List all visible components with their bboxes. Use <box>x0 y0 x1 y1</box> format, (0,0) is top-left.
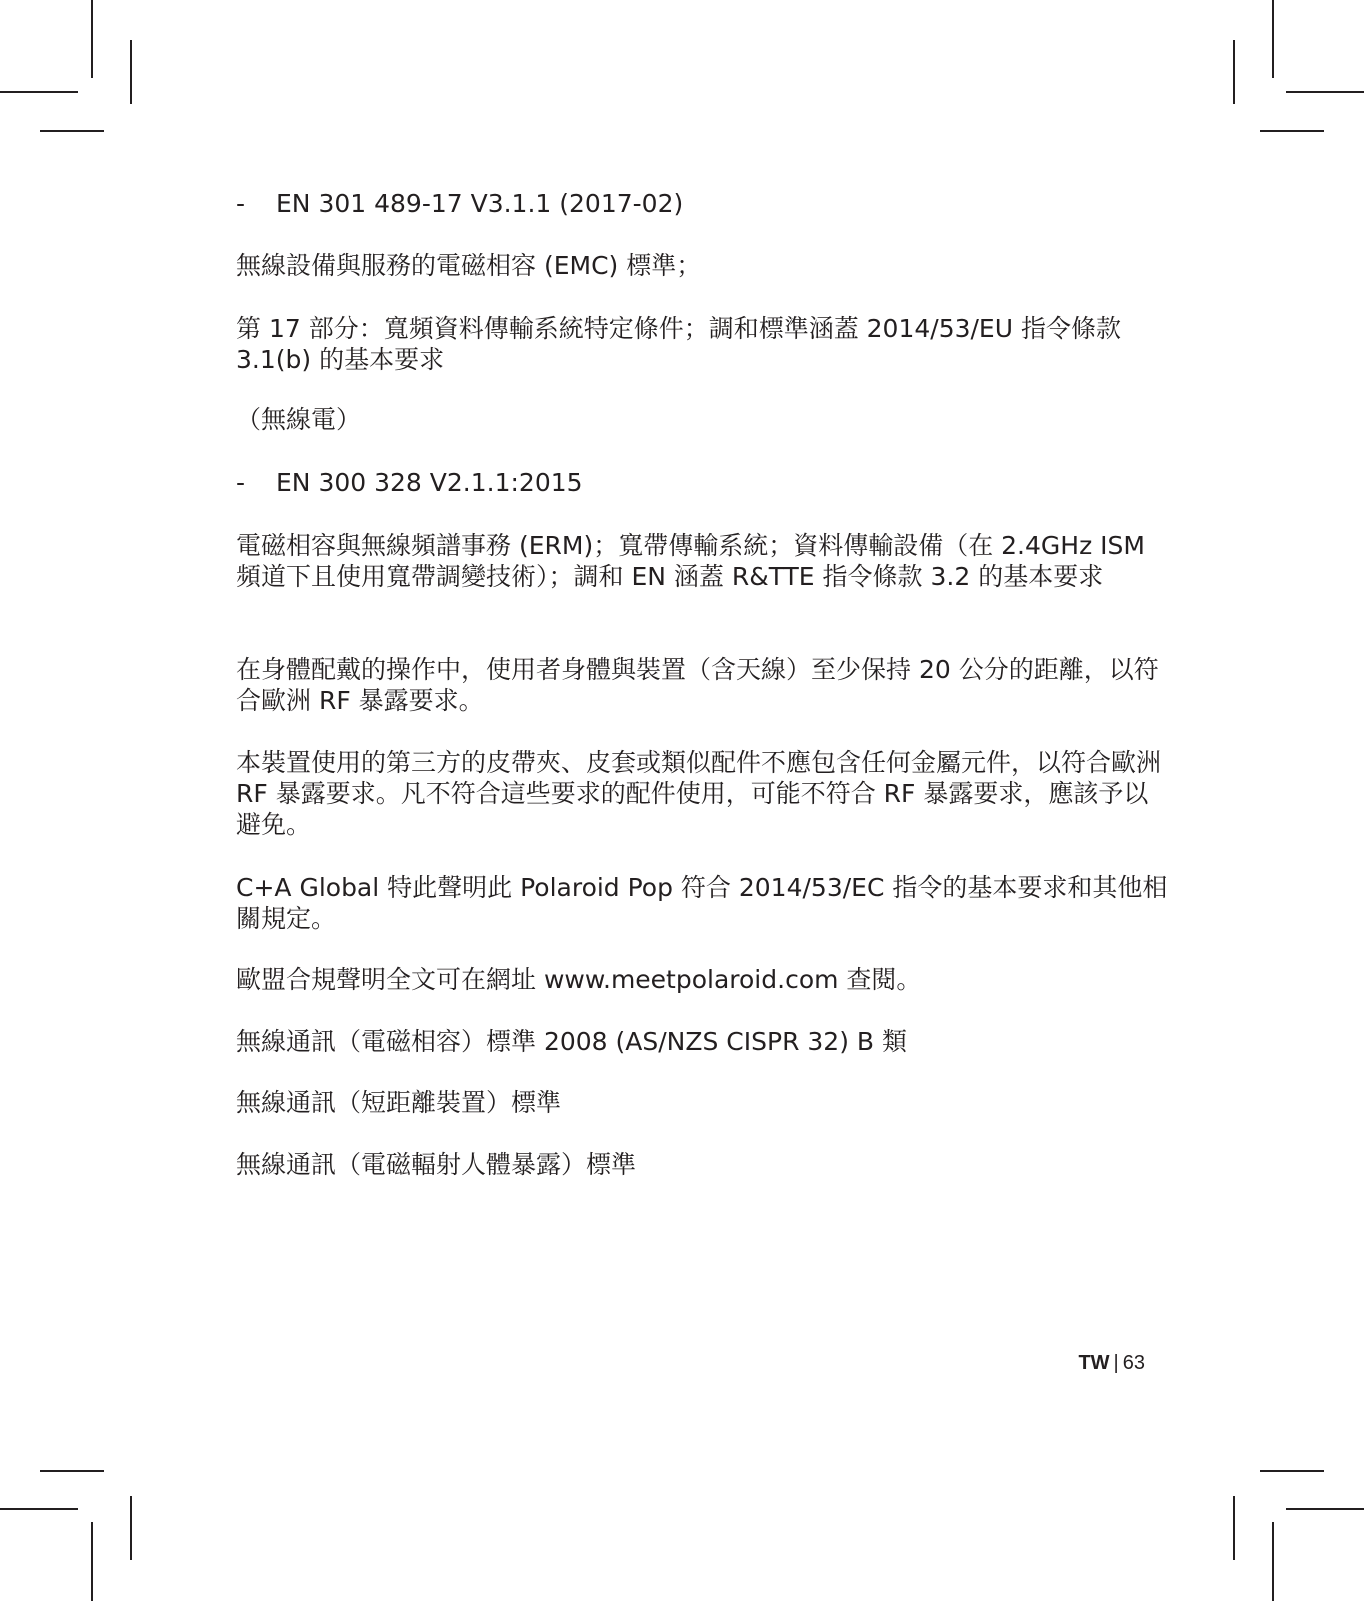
crop-mark <box>1260 1470 1324 1472</box>
crop-mark <box>40 130 104 132</box>
paragraph: （無線電） <box>236 405 362 434</box>
standard-code: EN 301 489-17 V3.1.1 (2017-02) <box>276 189 684 218</box>
paragraph: C+A Global 特此聲明此 Polaroid Pop 符合 2014/53/EC 指令的基本要求和其他相關規定。 <box>236 873 1168 933</box>
crop-mark <box>130 1496 132 1560</box>
crop-mark <box>1286 91 1364 93</box>
dash-bullet: - <box>236 189 246 218</box>
crop-mark <box>0 91 78 93</box>
paragraph: 電磁相容與無線頻譜事務 (ERM)；寬帶傳輸系統；資料傳輸設備（在 2.4GHz ISM 頻道下且使用寬帶調變技術）；調和 EN 涵蓋 R&TTE 指令條款 3.2 的基本要求 <box>236 531 1145 591</box>
crop-mark <box>130 40 132 104</box>
paragraph: 在身體配戴的操作中，使用者身體與裝置（含天線）至少保持 20 公分的距離，以符合歐洲 RF 暴露要求。 <box>236 655 1159 715</box>
language-code: TW <box>1078 1352 1110 1374</box>
paragraph: 無線設備與服務的電磁相容 (EMC) 標準； <box>236 251 702 280</box>
standard-list-item <box>236 188 1171 219</box>
standard-code: EN 300 328 V2.1.1:2015 <box>276 468 583 497</box>
standard-list-item <box>236 467 1171 498</box>
paragraph: 無線通訊（短距離裝置）標準 <box>236 1088 562 1117</box>
crop-mark <box>1272 1522 1274 1601</box>
paragraph: 無線通訊（電磁輻射人體暴露）標準 <box>236 1150 637 1179</box>
crop-mark <box>91 1522 93 1601</box>
crop-mark <box>1233 1496 1235 1560</box>
dash-bullet: - <box>236 468 246 497</box>
crop-mark <box>0 1508 78 1510</box>
crop-mark <box>1286 1508 1364 1510</box>
page-number: 63 <box>1122 1352 1145 1374</box>
paragraph: 無線通訊（電磁相容）標準 2008 (AS/NZS CISPR 32) B 類 <box>236 1027 908 1056</box>
crop-mark <box>1233 40 1235 104</box>
page-footer <box>1078 1351 1145 1375</box>
crop-mark <box>91 0 93 78</box>
paragraph: 第 17 部分：寬頻資料傳輸系統特定條件；調和標準涵蓋 2014/53/EU 指令條款 3.1(b) 的基本要求 <box>236 314 1121 374</box>
crop-mark <box>1272 0 1274 78</box>
paragraph: 本裝置使用的第三方的皮帶夾、皮套或類似配件不應包含任何金屬元件，以符合歐洲 RF 暴露要求。凡不符合這些要求的配件使用，可能不符合 RF 暴露要求，應該予以避免。 <box>236 748 1162 839</box>
footer-separator: | <box>1113 1352 1119 1374</box>
paragraph: 歐盟合規聲明全文可在網址 www.meetpolaroid.com 查閱。 <box>236 965 922 994</box>
crop-mark <box>40 1470 104 1472</box>
crop-mark <box>1260 130 1324 132</box>
